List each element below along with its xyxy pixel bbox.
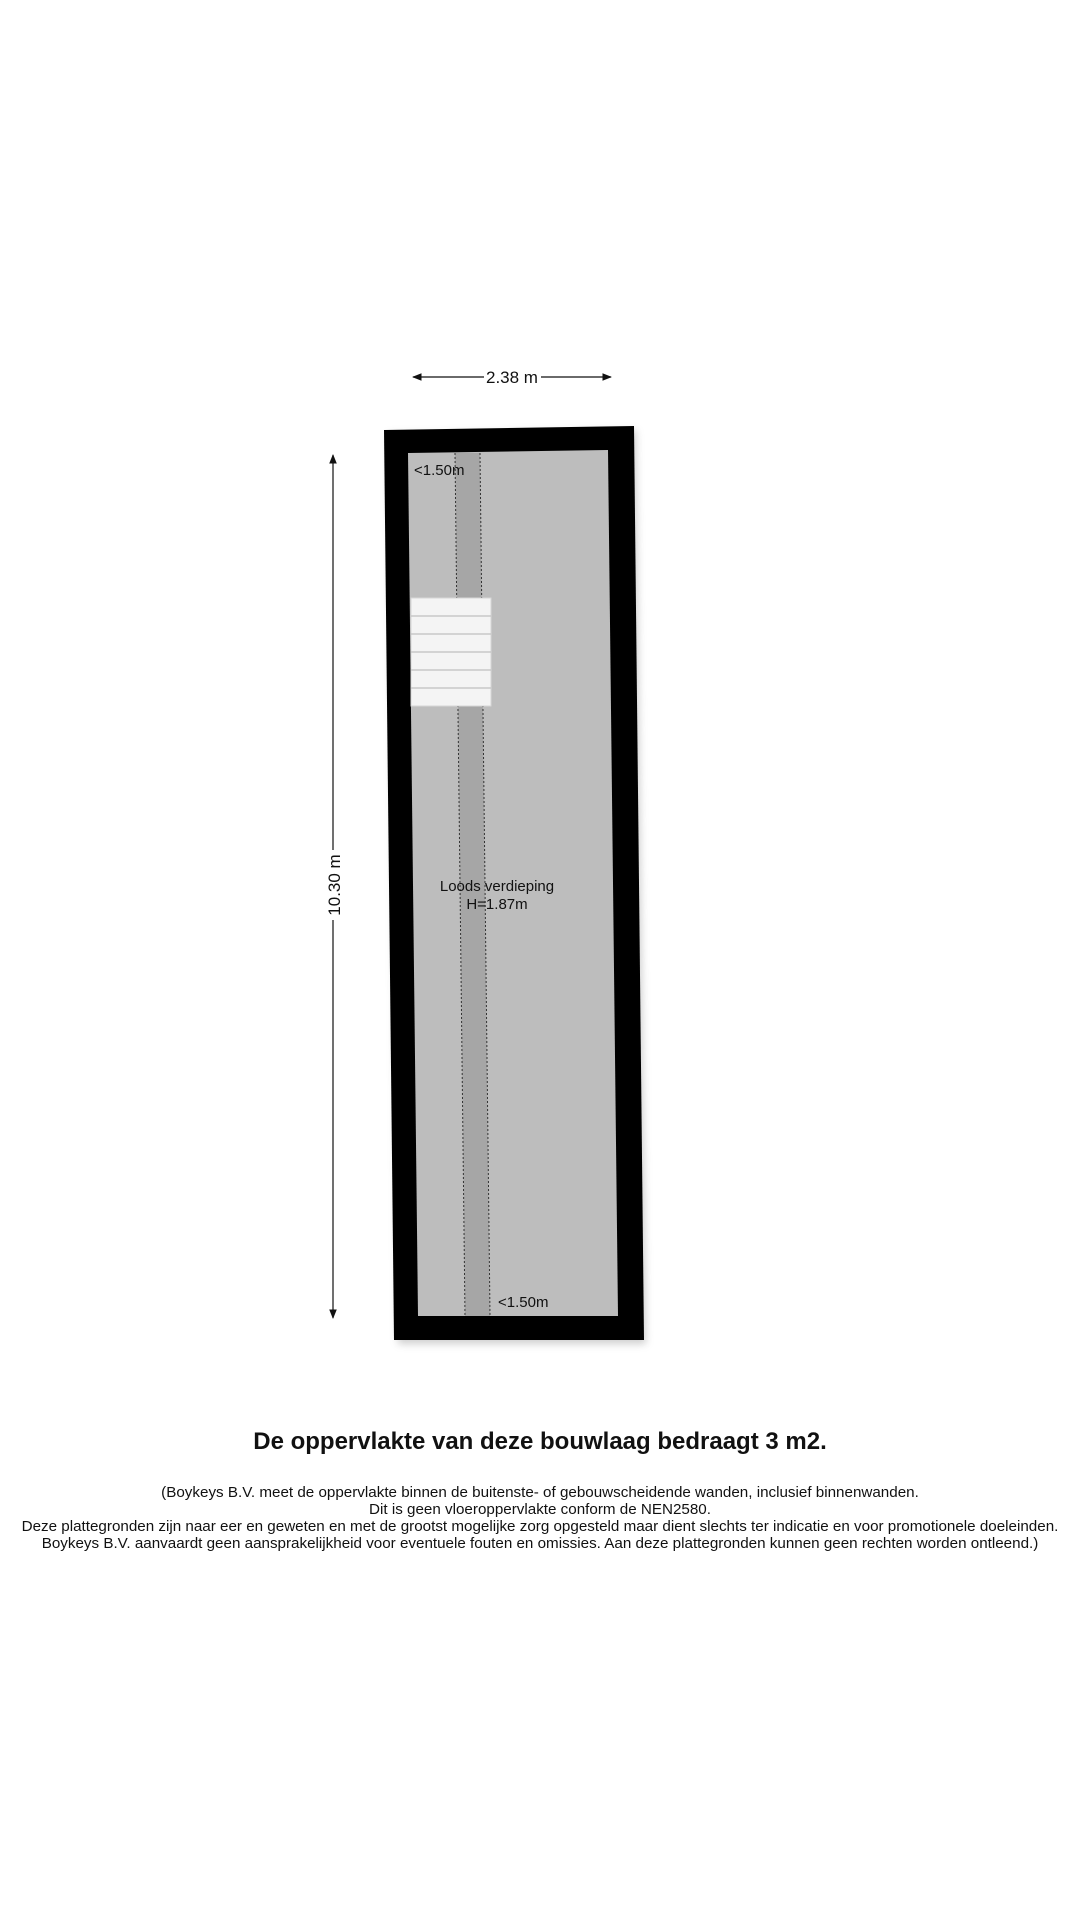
low-height-label-top: <1.50m xyxy=(414,462,465,479)
width-dimension xyxy=(413,368,611,387)
low-height-label-bottom: <1.50m xyxy=(498,1294,549,1311)
disclaimer-line-3: Deze plattegronden zijn naar eer en geweten en met de grootst mogelijke zorg opgesteld maar dient slechts ter indicatie en voor promotionele doeleinden. xyxy=(21,1518,1059,1535)
staircase xyxy=(411,598,491,706)
room-height: H=1.87m xyxy=(466,896,528,913)
area-headline: De oppervlakte van deze bouwlaag bedraagt 3 m2. xyxy=(253,1428,827,1455)
width-dimension-label: 2.38 m xyxy=(486,368,538,387)
room-name: Loods verdieping xyxy=(439,878,555,895)
disclaimer-line-1: (Boykeys B.V. meet de oppervlakte binnen de buitenste- of gebouwscheidende wanden, inclusief binnenwanden. xyxy=(161,1484,919,1501)
disclaimer xyxy=(0,1484,1080,1552)
disclaimer-line-2: Dit is geen vloeroppervlakte conform de NEN2580. xyxy=(369,1501,711,1518)
length-dimension-label: 10.30 m xyxy=(325,854,344,916)
length-dimension xyxy=(325,455,344,1318)
disclaimer-line-4: Boykeys B.V. aanvaardt geen aansprakelijkheid voor eventuele fouten en omissies. Aan deze plattegronden kunnen geen rechten worden ontleend.) xyxy=(41,1535,1039,1552)
